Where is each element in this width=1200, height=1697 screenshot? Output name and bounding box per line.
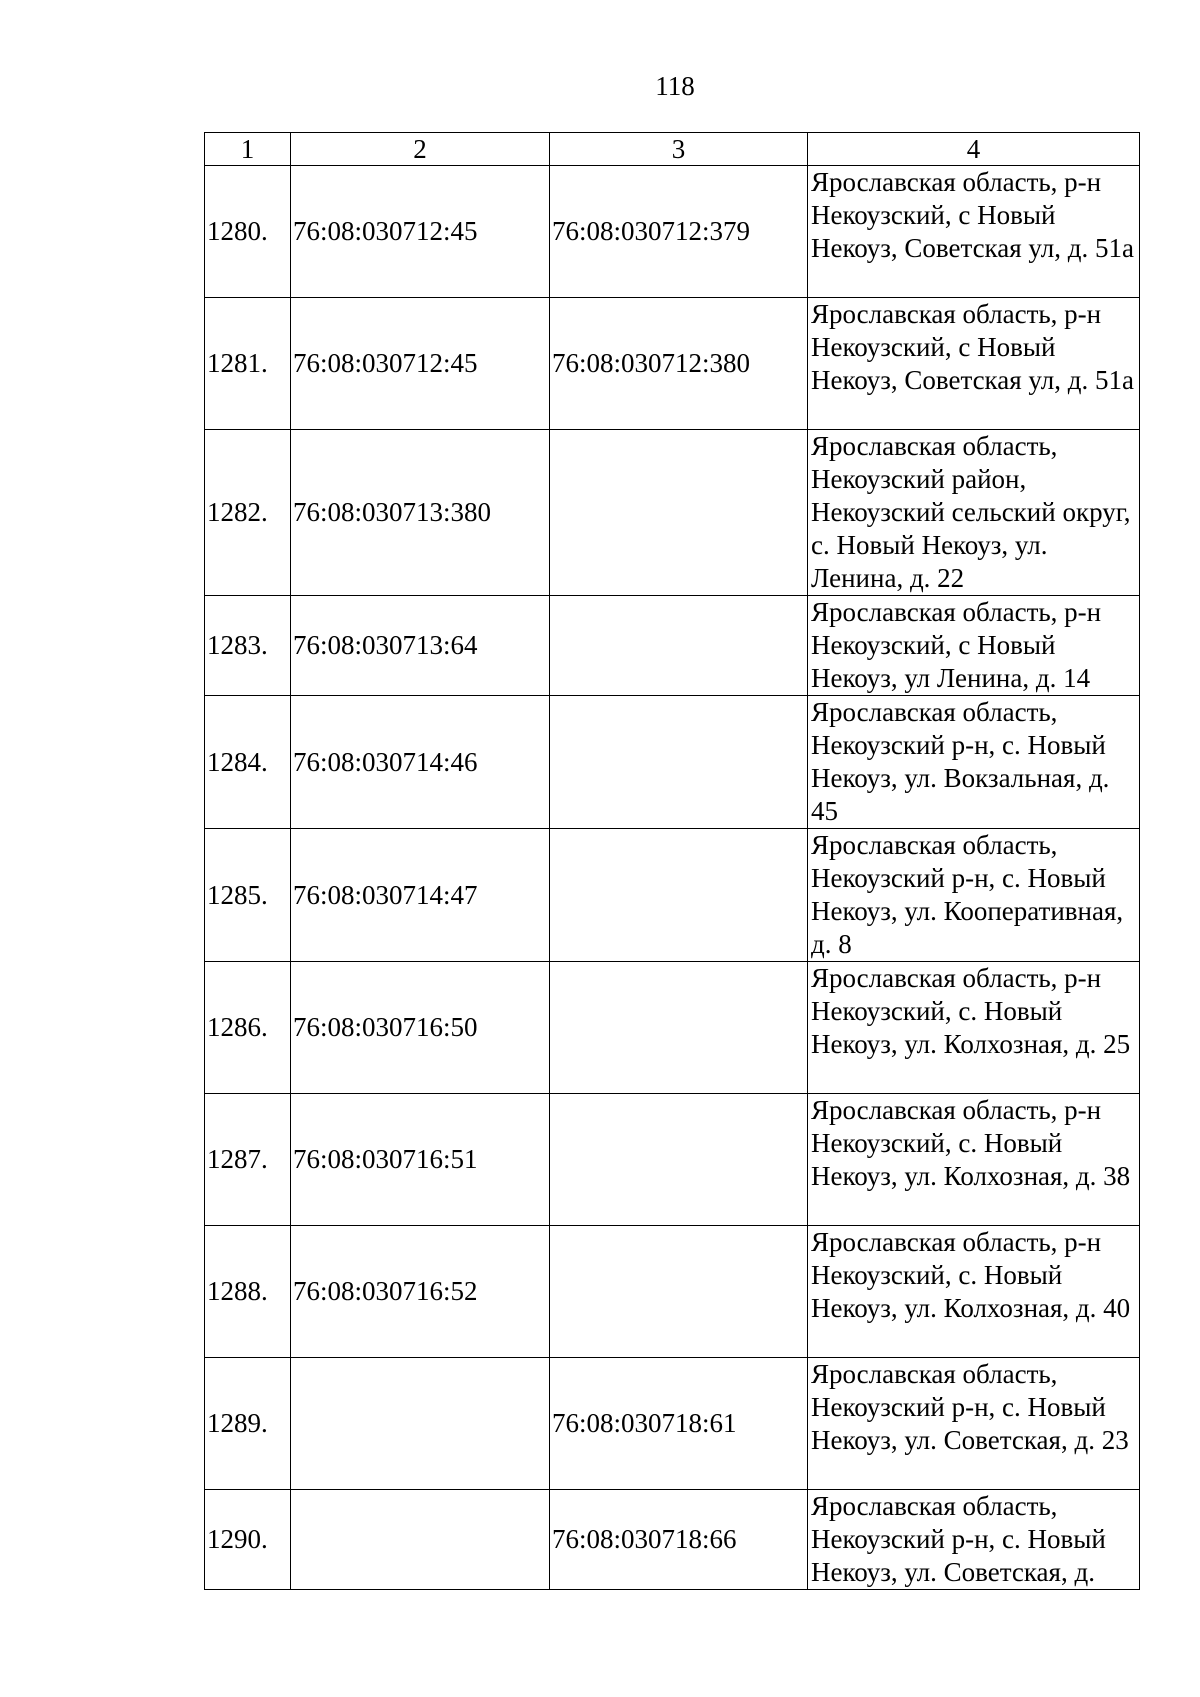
object-cadastral-number — [550, 1226, 808, 1358]
register-table — [204, 132, 1140, 1590]
table-row — [205, 166, 1140, 298]
row-number: 1281. — [205, 298, 291, 430]
land-cadastral-number: 76:08:030713:64 — [291, 596, 550, 696]
address: Ярославская область, Некоузский р-н, с. Новый Некоуз, ул. Советская, д. — [808, 1490, 1140, 1590]
row-number: 1286. — [205, 962, 291, 1094]
object-cadastral-number: 76:08:030712:379 — [550, 166, 808, 298]
object-cadastral-number — [550, 696, 808, 829]
table-row — [205, 1490, 1140, 1590]
address: Ярославская область, р-н Некоузский, с Новый Некоуз, ул Ленина, д. 14 — [808, 596, 1140, 696]
table-row — [205, 1226, 1140, 1358]
address: Ярославская область, р-н Некоузский, с. Новый Некоуз, ул. Колхозная, д. 38 — [808, 1094, 1140, 1226]
table-row — [205, 696, 1140, 829]
object-cadastral-number — [550, 962, 808, 1094]
land-cadastral-number: 76:08:030716:50 — [291, 962, 550, 1094]
land-cadastral-number: 76:08:030716:52 — [291, 1226, 550, 1358]
row-number: 1280. — [205, 166, 291, 298]
table-row — [205, 430, 1140, 596]
page-number: 118 — [655, 71, 695, 101]
object-cadastral-number: 76:08:030718:61 — [550, 1358, 808, 1490]
row-number: 1290. — [205, 1490, 291, 1590]
object-cadastral-number: 76:08:030712:380 — [550, 298, 808, 430]
land-cadastral-number: 76:08:030712:45 — [291, 298, 550, 430]
row-number: 1289. — [205, 1358, 291, 1490]
row-number: 1283. — [205, 596, 291, 696]
address: Ярославская область, Некоузский р-н, с. Новый Некоуз, ул. Вокзальная, д. 45 — [808, 696, 1140, 829]
address: Ярославская область, р-н Некоузский, с. Новый Некоуз, ул. Колхозная, д. 25 — [808, 962, 1140, 1094]
address: Ярославская область, Некоузский район, Некоузский сельский округ, с. Новый Некоуз, ул. Ленина, д. 22 — [808, 430, 1140, 596]
address: Ярославская область, Некоузский р-н, с. Новый Некоуз, ул. Советская, д. 23 — [808, 1358, 1140, 1490]
object-cadastral-number — [550, 596, 808, 696]
table-row — [205, 1358, 1140, 1490]
table-row — [205, 829, 1140, 962]
table-row — [205, 962, 1140, 1094]
land-cadastral-number — [291, 1490, 550, 1590]
column-header: 4 — [808, 133, 1140, 166]
land-cadastral-number — [291, 1358, 550, 1490]
object-cadastral-number — [550, 1094, 808, 1226]
row-number: 1284. — [205, 696, 291, 829]
column-header: 1 — [205, 133, 291, 166]
row-number: 1282. — [205, 430, 291, 596]
table-header-row — [205, 133, 1140, 166]
column-header: 2 — [291, 133, 550, 166]
address: Ярославская область, р-н Некоузский, с Новый Некоуз, Советская ул, д. 51а — [808, 298, 1140, 430]
row-number: 1287. — [205, 1094, 291, 1226]
row-number: 1285. — [205, 829, 291, 962]
land-cadastral-number: 76:08:030716:51 — [291, 1094, 550, 1226]
table-row — [205, 596, 1140, 696]
land-cadastral-number: 76:08:030712:45 — [291, 166, 550, 298]
object-cadastral-number — [550, 430, 808, 596]
column-header: 3 — [550, 133, 808, 166]
table-row — [205, 1094, 1140, 1226]
object-cadastral-number — [550, 829, 808, 962]
address: Ярославская область, р-н Некоузский, с Новый Некоуз, Советская ул, д. 51а — [808, 166, 1140, 298]
land-cadastral-number: 76:08:030714:46 — [291, 696, 550, 829]
land-cadastral-number: 76:08:030713:380 — [291, 430, 550, 596]
address: Ярославская область, Некоузский р-н, с. Новый Некоуз, ул. Кооперативная, д. 8 — [808, 829, 1140, 962]
row-number: 1288. — [205, 1226, 291, 1358]
address: Ярославская область, р-н Некоузский, с. Новый Некоуз, ул. Колхозная, д. 40 — [808, 1226, 1140, 1358]
land-cadastral-number: 76:08:030714:47 — [291, 829, 550, 962]
object-cadastral-number: 76:08:030718:66 — [550, 1490, 808, 1590]
table-row — [205, 298, 1140, 430]
